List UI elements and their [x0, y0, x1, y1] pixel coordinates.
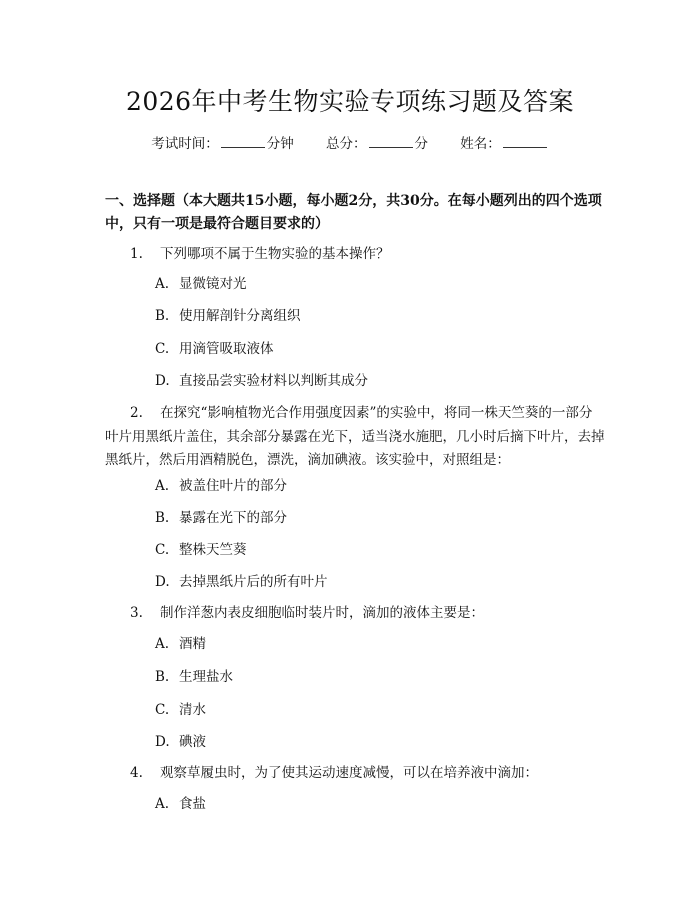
question-2 [105, 402, 605, 473]
question-1-option-a [155, 274, 247, 294]
question-1-option-d [155, 371, 368, 391]
option-text: 生理盐水 [179, 669, 233, 685]
exam-time-label: 考试时间： [151, 136, 219, 152]
option-letter: A. [155, 796, 170, 812]
option-letter: D. [155, 734, 170, 750]
option-text: 显微镜对光 [179, 276, 247, 292]
option-letter: C. [155, 542, 170, 558]
option-text: 酒精 [179, 636, 206, 652]
option-text: 直接品尝实验材料以判断其成分 [179, 373, 368, 389]
option-text: 暴露在光下的部分 [179, 510, 287, 526]
option-text: 被盖住叶片的部分 [179, 478, 287, 494]
question-2-option-c [155, 540, 247, 560]
option-text: 碘液 [179, 734, 206, 750]
question-3 [130, 602, 484, 625]
question-3-option-d [155, 732, 206, 752]
option-text: 用滴管吸取液体 [179, 341, 274, 357]
option-letter: C. [155, 702, 170, 718]
question-3-option-c [155, 700, 206, 720]
option-text: 使用解剖针分离组织 [179, 308, 301, 324]
option-letter: B. [155, 669, 170, 685]
question-4 [130, 762, 538, 785]
question-stem: 制作洋葱内表皮细胞临时装片时，滴加的液体主要是： [160, 605, 484, 621]
exam-time-blank [221, 135, 265, 148]
option-letter: B. [155, 510, 170, 526]
section-heading-multiple-choice: 一、选择题（本大题共15小题，每小题2分，共30分。在每小题列出的四个选项中，只有一项是最符合题目要求的） [105, 193, 602, 232]
question-1-option-c [155, 339, 274, 359]
option-text: 去掉黑纸片后的所有叶片 [179, 574, 328, 590]
question-3-option-a [155, 634, 206, 654]
student-name-label: 姓名： [460, 136, 501, 152]
option-text: 清水 [179, 702, 206, 718]
question-1-option-b [155, 306, 301, 326]
document-title: 2026年中考生物实验专项练习题及答案 [125, 87, 575, 116]
question-3-option-b [155, 667, 233, 687]
question-stem: 下列哪项不属于生物实验的基本操作？ [160, 246, 390, 262]
question-stem: 在探究“影响植物光合作用强度因素”的实验中，将同一株天竺葵的一部分叶片用黑纸片盖住，其余部分暴露在光下，适当浇水施肥，几小时后摘下叶片，去掉黑纸片，然后用酒精脱色，漂洗，滴加碘液。该实验中，对照组是： [105, 405, 605, 468]
option-letter: A. [155, 636, 170, 652]
question-2-option-a [155, 476, 287, 496]
question-4-option-a [155, 794, 206, 814]
question-2-option-d [155, 572, 328, 592]
option-letter: A. [155, 478, 170, 494]
total-score-blank [369, 135, 413, 148]
option-letter: D. [155, 373, 170, 389]
total-score-unit: 分 [414, 136, 428, 152]
question-number: 3. [130, 605, 143, 621]
question-1 [130, 243, 390, 266]
student-name-field [460, 132, 549, 152]
student-name-blank [503, 135, 547, 148]
question-stem: 观察草履虫时，为了使其运动速度减慢，可以在培养液中滴加： [160, 765, 538, 781]
question-2-option-b [155, 508, 287, 528]
question-number: 4. [130, 765, 143, 781]
option-text: 食盐 [179, 796, 206, 812]
option-letter: B. [155, 308, 170, 324]
total-score-field [326, 132, 428, 152]
option-letter: D. [155, 574, 170, 590]
option-text: 整株天竺葵 [179, 542, 247, 558]
total-score-label: 总分： [326, 136, 367, 152]
question-number: 2. [130, 405, 143, 421]
exam-time-unit: 分钟 [266, 136, 294, 152]
option-letter: A. [155, 276, 170, 292]
question-number: 1. [130, 246, 143, 262]
option-letter: C. [155, 341, 170, 357]
exam-time-field [151, 132, 294, 152]
exam-info-line [0, 132, 700, 152]
